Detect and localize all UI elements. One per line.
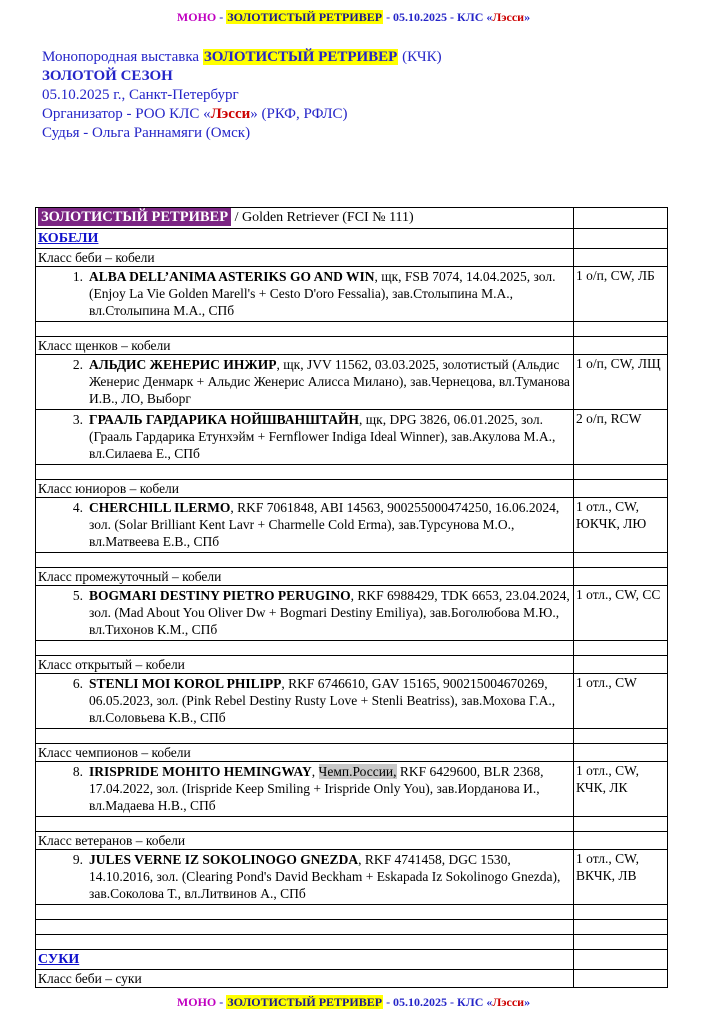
entry-number: 8.: [72, 764, 83, 779]
result-cell: 1 отл., CW: [574, 674, 668, 729]
footer-breed-highlight: ЗОЛОТИСТЫЙ РЕТРИВЕР: [227, 995, 383, 1009]
entry-number: 5.: [72, 588, 83, 603]
result-cell: [574, 337, 668, 355]
empty-row: [36, 465, 668, 480]
empty-row: [36, 905, 668, 920]
dog-details: , щк, DPG 3826, 06.01.2025, зол. (Грааль Гардарика Етунхэйм + Fernflower Indiga Ideal Winner), зав.Акулова М.А., вл.Силаева Е., СПб: [89, 412, 556, 461]
gender-row-females: [36, 950, 668, 970]
entry-number: 6.: [72, 676, 83, 691]
organizer-club-name: Лэсси: [210, 106, 251, 122]
result-cell: [574, 480, 668, 498]
page-header-line: МОНО - ЗОЛОТИСТЫЙ РЕТРИВЕР - 05.10.2025 - КЛС «Лэсси»: [176, 10, 531, 24]
dog-name: JULES VERNE IZ SOKOLINOGO GNEZDA: [89, 852, 359, 867]
result-cell: 2 о/п, RCW: [574, 410, 668, 465]
result-cell: [574, 229, 668, 249]
entry-row: [36, 355, 668, 410]
result-cell: 1 отл., CW, СС: [574, 586, 668, 641]
dog-name: ALBA DELL’ANIMA ASTERIKS GO AND WIN: [89, 269, 375, 284]
class-row-puppy-males: [36, 337, 668, 355]
result-cell: 1 отл., CW, ЮКЧК, ЛЮ: [574, 498, 668, 553]
class-label: Класс щенков – кобели: [36, 337, 574, 355]
entry-row: [36, 267, 668, 322]
entry-row: [36, 498, 668, 553]
gender-row-males: [36, 229, 668, 249]
class-label: Класс юниоров – кобели: [36, 480, 574, 498]
entry-number: 2.: [72, 357, 83, 372]
empty-row: [36, 322, 668, 337]
class-row-baby-males: [36, 249, 668, 267]
dog-name: ГРААЛЬ ГАРДАРИКА НОЙШВАНШТАЙН: [89, 412, 359, 427]
dog-details: , щк, JVV 11562, 03.03.2025, золотистый (Альдис Женерис Денмарк + Альдис Женерис Алисса Милано), зав.Чернецова, вл.Туманова И.В., ЛО, Выборг: [89, 357, 570, 406]
entry-row: [36, 850, 668, 905]
dog-details: , RKF 4741458, DGC 1530, 14.10.2016, зол. (Clearing Pond's David Beckham + Eskapada Iz Sokolinogo Gnezda), зав.Соколова Т., вл.Литвинов А., СПб: [89, 852, 561, 901]
entry-number: 1.: [72, 269, 83, 284]
empty-row: [36, 920, 668, 935]
dog-details: , RKF 6988429, TDK 6653, 23.04.2024, зол. (Mad About You Oliver Dw + Bogmari Destiny Emiliya), зав.Боголюбова М.Ю., вл.Тихонов К.М., СПб: [89, 588, 570, 637]
result-cell: [574, 208, 668, 229]
breed-name-badge: ЗОЛОТИСТЫЙ РЕТРИВЕР: [38, 208, 231, 226]
result-cell: [574, 656, 668, 674]
dog-details: , RKF 7061848, ABI 14563, 900255000474250, 16.06.2024, зол. (Solar Brilliant Kent Lavr + Charmelle Cold Erma), зав.Турсунова М.О., вл.Матвеева Е.В., СПб: [89, 500, 560, 549]
class-label: Класс беби – суки: [36, 970, 574, 988]
class-label: Класс открытый – кобели: [36, 656, 574, 674]
show-judge: Судья - Ольга Раннамяги (Омск): [42, 125, 251, 141]
empty-row: [36, 729, 668, 744]
class-label: Класс чемпионов – кобели: [36, 744, 574, 762]
result-cell: 1 о/п, CW, ЛЩ: [574, 355, 668, 410]
result-cell: 1 о/п, CW, ЛБ: [574, 267, 668, 322]
class-row-junior-males: [36, 480, 668, 498]
dog-name: IRISPRIDE MOHITO HEMINGWAY: [89, 764, 312, 779]
result-cell: [574, 249, 668, 267]
entry-row: [36, 410, 668, 465]
dog-name: CHERCHILL ILERMO: [89, 500, 231, 515]
entry-number: 9.: [72, 852, 83, 867]
empty-row: [36, 641, 668, 656]
show-title-block: [42, 48, 707, 143]
entry-number: 4.: [72, 500, 83, 515]
entry-row: [36, 586, 668, 641]
result-cell: [574, 744, 668, 762]
result-cell: 1 отл., CW, ВКЧК, ЛВ: [574, 850, 668, 905]
empty-row: [36, 553, 668, 568]
result-cell: [574, 832, 668, 850]
dog-name: BOGMARI DESTINY PIETRO PERUGINO: [89, 588, 351, 603]
dog-details: , RKF 6746610, GAV 15165, 900215004670269, 06.05.2023, зол. (Pink Rebel Destiny Rusty Love + Stenli Beatriss), зав.Мохова Г.А., вл.Соловьева К.В., СПб: [89, 676, 556, 725]
header-breed-highlight: ЗОЛОТИСТЫЙ РЕТРИВЕР: [227, 10, 383, 24]
show-date-city: 05.10.2025 г., Санкт-Петербург: [42, 87, 239, 103]
show-name: ЗОЛОТОЙ СЕЗОН: [42, 68, 173, 84]
class-row-intermediate-males: [36, 568, 668, 586]
breed-name-en: / Golden Retriever (FCI № 111): [231, 210, 414, 225]
entry-row: 8. IRISPRIDE MOHITO HEMINGWAY, Чемп.России, RKF 6429600, BLR 2368, 17.04.2022, зол. (Irispride Keep Smiling + Irispride Only You), зав.Иорданова И., вл.Мадаева Н.В., СПб 1 отл., CW, КЧК, ЛК: [36, 762, 668, 817]
dog-details: RKF 6429600, BLR 2368, 17.04.2022, зол. (Irispride Keep Smiling + Irispride Only You), зав.Иорданова И., вл.Мадаева Н.В., СПб: [89, 764, 544, 813]
class-row-veteran-males: [36, 832, 668, 850]
result-cell: [574, 970, 668, 988]
class-label: Класс беби – кобели: [36, 249, 574, 267]
class-label: Класс ветеранов – кобели: [36, 832, 574, 850]
dog-details: , щк, FSB 7074, 14.04.2025, зол. (Enjoy La Vie Golden Marell's + Cesto D'oro Fessalia), зав.Столыпина М.А., вл.Столыпина М.А., СПб: [89, 269, 556, 318]
show-organizer: Организатор - РОО КЛС «Лэсси» (РКФ, РФЛС): [42, 106, 348, 122]
show-title-line1: Монопородная выставка ЗОЛОТИСТЫЙ РЕТРИВЕР (КЧК): [42, 49, 442, 65]
page-footer-line: МОНО - ЗОЛОТИСТЫЙ РЕТРИВЕР - 05.10.2025 - КЛС «Лэсси»: [176, 995, 531, 1009]
dog-name: АЛЬДИС ЖЕНЕРИС ИНЖИР: [89, 357, 277, 372]
result-cell: [574, 568, 668, 586]
males-section-link[interactable]: КОБЕЛИ: [38, 231, 99, 246]
empty-row: [36, 935, 668, 950]
header-mono-label: МОНО: [176, 10, 217, 24]
footer-mono-label: МОНО: [176, 995, 217, 1009]
class-row-open-males: [36, 656, 668, 674]
catalog-page: [0, 10, 707, 1010]
empty-row: [36, 817, 668, 832]
catalog-table: [35, 207, 668, 988]
result-cell: [574, 950, 668, 970]
breed-header-row: [36, 208, 668, 229]
entry-row: [36, 674, 668, 729]
class-label: Класс промежуточный – кобели: [36, 568, 574, 586]
females-section-link[interactable]: СУКИ: [38, 952, 80, 967]
entry-number: 3.: [72, 412, 83, 427]
class-row-champion-males: [36, 744, 668, 762]
footer-club-name: Лэсси: [492, 995, 525, 1009]
header-club-name: Лэсси: [492, 10, 525, 24]
dog-name: STENLI MOI KOROL PHILIPP: [89, 676, 282, 691]
champion-title-highlight: Чемп.России,: [318, 764, 397, 779]
result-cell: 1 отл., CW, КЧК, ЛК: [574, 762, 668, 817]
title-breed-highlight: ЗОЛОТИСТЫЙ РЕТРИВЕР: [203, 49, 398, 65]
class-row-baby-females: [36, 970, 668, 988]
